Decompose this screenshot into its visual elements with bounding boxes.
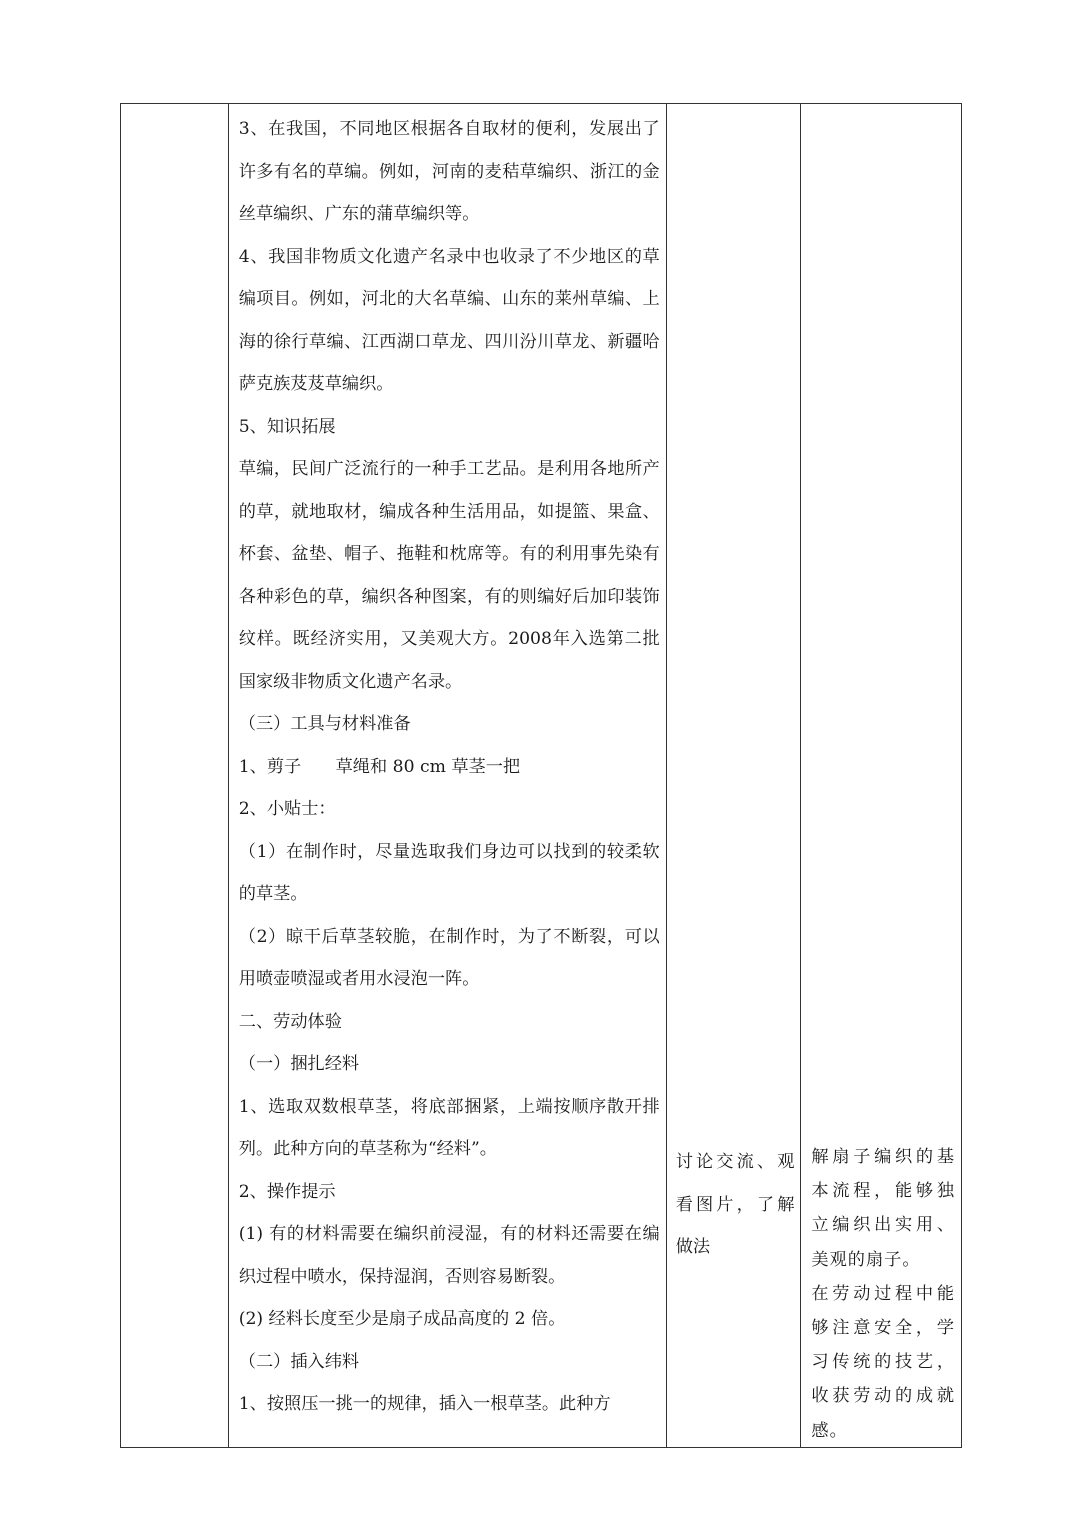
content-paragraph: 1、剪子 草绳和 80 cm 草茎一把 [238, 756, 521, 777]
table-column-content [228, 104, 666, 1447]
table-column-student-activity [666, 104, 801, 1447]
goals-text [811, 1140, 955, 1448]
goal-paragraph: 在劳动过程中能够注意安全，学习传统的技艺，收获劳动的成就感。 [811, 1283, 956, 1441]
content-paragraph: （2）晾干后草茎较脆，在制作时，为了不断裂，可以用喷壶喷湿或者用水浸泡一阵。 [238, 926, 660, 989]
content-paragraph: （1）在制作时，尽量选取我们身边可以找到的较柔软的草茎。 [238, 841, 660, 904]
content-paragraph: 2、操作提示 [238, 1181, 336, 1202]
content-paragraph: 4、我国非物质文化遗产名录中也收录了不少地区的草编项目。例如，河北的大名草编、山东的莱州草编、上海的徐行草编、江西湖口草龙、四川汾川草龙、新疆哈萨克族芨芨草编织。 [238, 246, 660, 394]
content-paragraph: （三）工具与材料准备 [238, 714, 411, 734]
content-paragraph: 草编，民间广泛流行的一种手工艺品。是利用各地所产的草，就地取材，编成各种生活用品，如提篮、果盒、杯套、盆垫、帽子、拖鞋和枕席等。有的利用事先染有各种彩色的草，编织各种图案，有的则编好后加印装饰纹样。既经济实用，又美观大方。2008年入选第二批国家级非物质文化遗产名录。 [238, 459, 660, 692]
content-paragraph: 2、小贴士： [238, 799, 336, 819]
content-paragraph: 5、知识拓展 [238, 416, 336, 437]
content-text [239, 108, 660, 1426]
content-paragraph: (2) 经料长度至少是扇子成品高度的 2 倍。 [238, 1309, 566, 1329]
table-column-goals [800, 104, 961, 1447]
goal-paragraph: 解扇子编织的基本流程，能够独立编织出实用、美观的扇子。 [811, 1147, 956, 1270]
lesson-plan-table [120, 103, 962, 1448]
table-column-blank [121, 104, 228, 1447]
student-activity-paragraph: 讨论交流、观看图片，了解做法 [675, 1152, 795, 1257]
content-paragraph: 3、在我国，不同地区根据各自取材的便利，发展出了许多有名的草编。例如，河南的麦秸草编织、浙江的金丝草编织、广东的蒲草编织等。 [238, 119, 660, 224]
content-paragraph: 二、劳动体验 [238, 1011, 342, 1032]
content-paragraph: (1) 有的材料需要在编织前浸湿，有的材料还需要在编织过程中喷水，保持湿润，否则容易断裂。 [238, 1224, 660, 1287]
content-paragraph: 1、按照压一挑一的规律，插入一根草茎。此种方 [238, 1394, 611, 1414]
content-paragraph: （二）插入纬料 [238, 1351, 360, 1372]
student-activity-text [676, 1141, 795, 1269]
content-paragraph: （一）捆扎经料 [238, 1054, 360, 1074]
content-paragraph: 1、选取双数根草茎，将底部捆紧，上端按顺序散开排列。此种方向的草茎称为“经料”。 [238, 1096, 660, 1159]
